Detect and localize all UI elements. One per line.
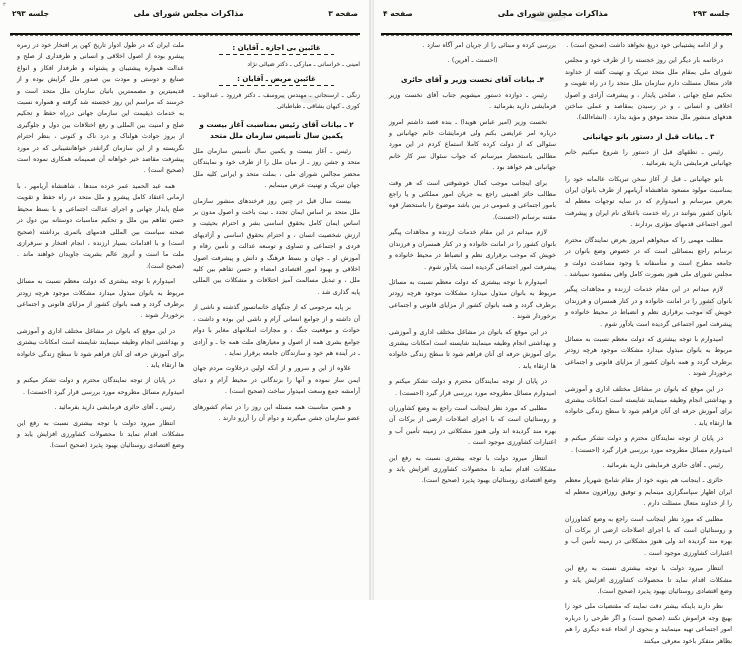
paragraph: در این موقع که بانوان در مشاغل مختلف اداری و آموزشی و بهداشتی انجام وظیفه مینمایند شایسته است امکانات بیشتری برای آموزش حرفه ای آنان فراهم شود تا سطح زندگی خانواده ها ارتقاء یابد . xyxy=(565,385,732,427)
paragraph: رئیس ـ دوازده دستور میشویم جناب آقای نخست وزیر فرمایشی دارید بفرمائید . xyxy=(389,91,556,111)
paragraph: و همین مناسبت همه مسئله این روز را در تمام کشورهای عضو سازمان جشن میگیرند و دوام آن را آرزو دارند . xyxy=(193,403,360,422)
paragraph: در پایان از توجه نمایندگان محترم و دولت تشکر میکنم و امیدوارم مسائل مطروحه مورد بررسی قرار گیرد (احسنت) . xyxy=(565,435,732,454)
paragraph: برای اینجانب موجب کمال خوشوقتی است که هر وقت مطالب حائز اهمیتی راجع به جریان امور مملکتی و یا راجع بامور اجتماعی و عمومی در بین باشد موضوع را باستحضار قوه مقننه برسانم (احسنت). xyxy=(389,179,556,221)
paragraph: امیدوارم با توجه بیشتری که دولت معظم نسبت به مسائل مربوط به بانوان مبذول میدارد مشکلات موجود هرچه زودتر برطرف گردد و همه بانوان کشور از مزایای قانونی و اجتماعی برخوردار شوند . xyxy=(17,278,184,320)
paragraph: نخست وزیر (امیر عباس هویدا) ـ بنده قصد داشتم امروز درباره امر عرایضی بکنم ولی فرمایشات خانم جهانبانی و سئوالی که از دولت کرده کاملا استماع کردم در این مورد مطالبی باستحضار میرسانم که جواب سئوال سر کار خانم جهانبانی هم خواهد بود . xyxy=(389,118,556,172)
paragraph: در پایان از توجه نمایندگان محترم و دولت تشکر میکنم و امیدوارم مسائل مطروحه مورد بررسی قرار گیرد (احسنت) . xyxy=(17,377,184,396)
page-right-column-outer xyxy=(193,40,360,596)
section-heading: ۲ ـ بیانات آقای رئیس بمناسبت آغاز بیست و یکمین سال تأسیس سازمان ملل متحد xyxy=(199,120,354,140)
paragraph: (احسنت ـ آفرین) . xyxy=(447,57,498,65)
paragraph: لازم میدانم در این مقام خدمات ارزنده و مجاهدات پیگیر بانوان کشور را در امانت خانواده و در کنار همسران و فرزندان خویش که موجب برقراری نظم و انضباط در محیط خانواده و پیشرفت امور اجتماعی گردیده است یادآور شوم . xyxy=(389,229,556,271)
page-right-page-number: صفحه ۳ xyxy=(328,9,358,18)
paragraph: لازم میدانم در این مقام خدمات ارزنده و مجاهدات پیگیر بانوان کشور را در امانت خانواده و در کنار همسران و فرزندان خویش که موجب برقراری نظم و انضباط در محیط خانواده و پیشرفت امور اجتماعی گردیده است یادآور شوم . xyxy=(565,286,732,328)
paragraph: درخاتمه بار دیگر این روز خجسته را از طرف خود و مجلس شورای ملی بمقام ملل متحد تبریک و تهنیت گفته از خداوند قادر متعال مسئلت دارم سازمان ملل متحد را در راه تقویت و تحکیم صلح جهانی ، صلحی پایدار ، و پیشرفت آزادی و اصول اخلاقی و انسانی ، و در رسیدن بمقاصد و عملی ساختن هدفهای منشور ملل متحد موفق و مؤید بدارد . (انشاءالله). xyxy=(565,57,732,122)
absent-sick-names: زنگی ـ ارسنجانی ـ مهندس پیروسف ـ دکتر فرزود ـ عبدالوند ـ کوری ـ کیهان بشاقی ـ طباطبائی xyxy=(193,92,360,110)
paragraph: انتظار میرود دولت با توجه بیشتری نسبت به رفع این مشکلات اقدام نماید تا محصولات کشاورزی افزایش یابد و وضع اقتصادی روستائیان بهبود پذیرد (صحیح است). xyxy=(389,454,556,485)
page-right xyxy=(0,0,371,600)
paragraph: و از ادامه پشتیبانی خود دریغ نخواهد داشت (صحیح است) . xyxy=(566,42,723,49)
page-right-header xyxy=(10,6,360,32)
paragraph: بررسی کرده و مبنائی را از جریان امر آگاه سازد . xyxy=(422,42,556,49)
paragraph: رئیس ـ آغاز بیست و یکمین سال تأسیس سازمان ملل متحد و جشن روز ـ از میان ملل را از طرف خود و نمایندگان محضر مجالس شورای ملی ، بملت متحد و ایرانی کلیه ملل جهان تبریک و تهنیت عرض مینمایم . xyxy=(193,148,360,190)
paragraph: انتظار میرود دولت با توجه بیشتری نسبت به رفع این مشکلات اقدام نماید تا محصولات کشاورزی افزایش یابد و وضع اقتصادی روستائیان بهبود پذیرد (صحیح است). xyxy=(17,419,184,450)
page-left-page-number: صفحه ۴ xyxy=(383,9,413,18)
page-right-columns xyxy=(10,40,360,596)
absent-sick-title: غائبین مریض ـ آقایان : xyxy=(237,75,316,83)
page-left-title: مذاکرات مجلس شورای ملی xyxy=(497,9,609,18)
paragraph: ملت ایران که در طول ادوار تاریخ کهن پر افتخار خود در زمره پیشرو بوده از اصول اخلاقی و انسانی و طرفداری از صلح و عدالت همواره پیشتیبان و پشتوانه و طرفدار افکار و انواع صنایع و دوستی و مودت بین صدور ملل گرایش بوده و از قدیمیترین و مصممترین بانیان سازمان ملل متحد است و خرسند که مراسم این روز خجسته شد گرفته و همواره نسبت به خدمات ذیقیمت این سازمان جهانی درراه حفظ و تحکیم صلح و امنیت بین المللی و رفع اختلافات بین دول و جلوگیری از بروز حوادث هولناک و درد ناک و کنونی ، بنظر احترام نگریسته و از این سازمان گرانقدر خواهانشیبانی که در مورد پیشرفت مقاصد خیر خواهانه آن صمیمانه همکاری نموده است (صحیح است) . xyxy=(17,42,184,175)
paragraph: در پایان از توجه نمایندگان محترم و دولت تشکر میکنم و امیدوارم مسائل مطروحه مورد بررسی قرار گیرد (احسنت) . xyxy=(389,378,556,397)
paragraph: بر پایه مرحومی که از جنگهای خانمانسوز گذشته و ناشی از آن داشته و از جوامع انسانی آرام و ناشی این بوده و داشت ، حوادث و موقعیت جنگ ، و مجازات اسلامهای مغایر با دوام جوامع بشری همه از اصول و معیارهای ملت همه جا ـ و آزادی ـ در آینده هم خود و سازندگان جامعه برقرار نماید . xyxy=(193,304,360,357)
paragraph: مطلبی که مورد نظر اینجانب است راجع به وضع کشاورزان و روستائیان است که با اجرای اصلاحات ارضی از برکات آن بهره مند گردیده اند ولی هنوز مشکلاتی در زمینه تأمین آب و اعتبارات کشاورزی موجود است . xyxy=(389,404,556,447)
page-left-header xyxy=(381,6,732,32)
scan-corner-mark: ۳ xyxy=(3,2,6,8)
paragraph: همه عبد الحمید عمر خرده مندها ، شاهنشاه آریامهر ، با ارمانی اعتقاد کامل پیشرو و ملل متحد در راه حفظ و تقویت صلح پایدار جهانی و اجرای عدالت اجتماعی و با بسط محیط حسن تفاهم بین ملل و تحکیم مناسبات دوستانه بین دول در صحنه سیاست بین المللی قدمهای باثمری برداشته (صحیح است) و با اقدامات بسیار ارزنده ، انجام افتخار و سرفرازی ملت ما است و آنروز عالم بشریت جاویدان خواهند ماند . (صحیح است). xyxy=(17,182,184,270)
page-right-column-inner xyxy=(17,40,184,596)
page-left-column-inner xyxy=(565,40,732,645)
page-right-header-rule xyxy=(10,33,360,35)
rolecall-divider xyxy=(219,85,334,86)
section-heading: ۴ـ بیانات آقای نخست وزیر و آقای حائری xyxy=(401,74,544,84)
paragraph: مطلب مهمی را که میخواهم امروز بعرض نمایندگان محترم برسانم راجع بمسائلی است که در خصوص وضع بانوان در جامعه مطرح است و متأسفانه با وجود مساعدت دولت و مجلس شورای ملی هنوز بصورت کامل وافی بمقصود نمیباشد . xyxy=(565,236,732,278)
paragraph: انتظار میرود دولت با توجه بیشتری نسبت به رفع این مشکلات اقدام نماید تا محصولات کشاورزی افزایش یابد و وضع اقتصادی روستائیان بهبود پذیرد (صحیح است). xyxy=(565,565,732,596)
paragraph: رئیس ـ نطقهای قبل از دستور را شروع میکنیم خانم جهانبانی فرمایشی دارید بفرمائید . xyxy=(565,148,732,168)
paragraph: در این موقع که بانوان در مشاغل مختلف اداری و آموزشی و بهداشتی انجام وظیفه مینمایند شایسته است امکانات بیشتری برای آموزش حرفه ای آنان فراهم شود تا سطح زندگی خانواده ها ارتقاء یابد . xyxy=(389,328,556,370)
paragraph: رئیس ـ آقای حائری فرمایشی دارید بفرمائید . xyxy=(602,462,723,469)
page-left-session-label: جلسه ۲۹۳ xyxy=(693,9,730,18)
paragraph: امیدوارم با توجه بیشتری که دولت معظم نسبت به مسائل مربوط به بانوان مبذول میدارد مشکلات موجود هرچه زودتر برطرف گردد و همه بانوان کشور از مزایای قانونی و اجتماعی برخوردار شوند . xyxy=(565,335,732,378)
page-left-header-rule xyxy=(381,33,732,35)
paragraph: در این موقع که بانوان در مشاغل مختلف اداری و آموزشی و بهداشتی انجام وظیفه مینمایند شایسته است امکانات بیشتری برای آموزش حرفه ای آنان فراهم شود تا سطح زندگی خانواده ها ارتقاء یابد . xyxy=(17,327,184,369)
page-right-title: مذاکرات مجلس شورای ملی xyxy=(133,9,244,18)
rolecall-divider xyxy=(219,54,334,55)
page-left-column-outer xyxy=(389,40,556,596)
absent-without-leave-title: غائبین بی اجازه ـ آقایان : xyxy=(232,44,321,52)
paragraph: مطلبی که مورد نظر اینجانب است راجع به وضع کشاورزان و روستائیان است که با اجرای اصلاحات ارضی از برکات آن بهره مند گردیده اند ولی هنوز مشکلاتی در زمینه تأمین آب و اعتبارات کشاورزی موجود است . xyxy=(565,515,732,557)
absent-without-leave-names: امینی ـ خراسانی ـ مبارکی ـ دکتر ضیائی نژاد xyxy=(247,61,360,68)
page-right-session-label: جلسه ۲۹۳ xyxy=(12,9,50,18)
paragraph: بانو جهانبانی ـ قبل از آغاز سخن تبریکات عالمانه خود را بمناسبت مولود مسعود شاهنشاه آریامهر از طرف بانوان ایران بعرض میرسانم و امیدوارم که در سایه توجهات معظم له بانوان کشور بتوانند در راه خدمت باعتلای نام ایران و پیشرفت امور اجتماعی قدمهای مؤثری بردارند . xyxy=(565,175,732,229)
paragraph: علاوه از این و سرور و از آنکه اولین درخلاوت مردم جهان ایمن ساز نموده و آنها را بزندگانی در محیط آرام و دنیای آرامشه جمع وسعت امیدوار ساخت (صحیح است) . xyxy=(193,365,360,396)
paragraph: رئیس ـ آقای حائری فرمایشی دارید بفرمائید . xyxy=(54,404,175,412)
paragraph: نظر دارند باینکه بیشتر دقت نمایند که مقتضیات ملی خود را بهیچ وجه فراموش نکنند (صحیح است) و اگر طرحی را درباره امور اجتماعی تهیه مینمایند و بنحوی از انحاء عده دیگری را هم بظاهر متفکر باخود معرفی میکنند xyxy=(565,603,732,645)
paragraph: بیست سال قبل در چنین روز فرخندهای منشور سازمان ملل متحد بر اساس ایمان تجدد ـ نیت باخت و اصول مدون بر اساس ایمان کامل بحقوق اساسی بشر و احترام بحیثیت و ارزش شخصیت انسان ، و احترام بحقوق اساسی و آزادیهای فردی و اجتماعی و تساوی و توسعه عدالت و تأمین رفاه و آموزش او ـ جهان و بسط فرهنگ و دانش و پیشرفت اصول اخلاقی و بهبود امور اقتصادی امضاء و حسن تفاهم بین کلیه ملل ، و تبدیل مسالمت آمیز اختلافات و مشکلات بین المللی پایه گذاری شد . xyxy=(193,197,360,296)
page-left xyxy=(371,0,742,645)
paragraph: حائری ـ اینجانب هم بنوبه خود از مقام شامخ شهریار معظم ایران اظهار سپاسگزاری مینمایم و توفیق روزافزون معظم له را از خداوند متعال مسئلت دارم . xyxy=(565,477,732,508)
page-left-columns xyxy=(381,40,732,645)
section-heading: ۳ ـ بیانات قبل از دستور بانو جهانبانی xyxy=(582,131,715,141)
paragraph: امیدوارم با توجه بیشتری که دولت معظم نسبت به مسائل مربوط به بانوان مبذول میدارد مشکلات موجود هرچه زودتر برطرف گردد و همه بانوان کشور از مزایای قانونی و اجتماعی برخوردار شوند . xyxy=(389,278,556,321)
